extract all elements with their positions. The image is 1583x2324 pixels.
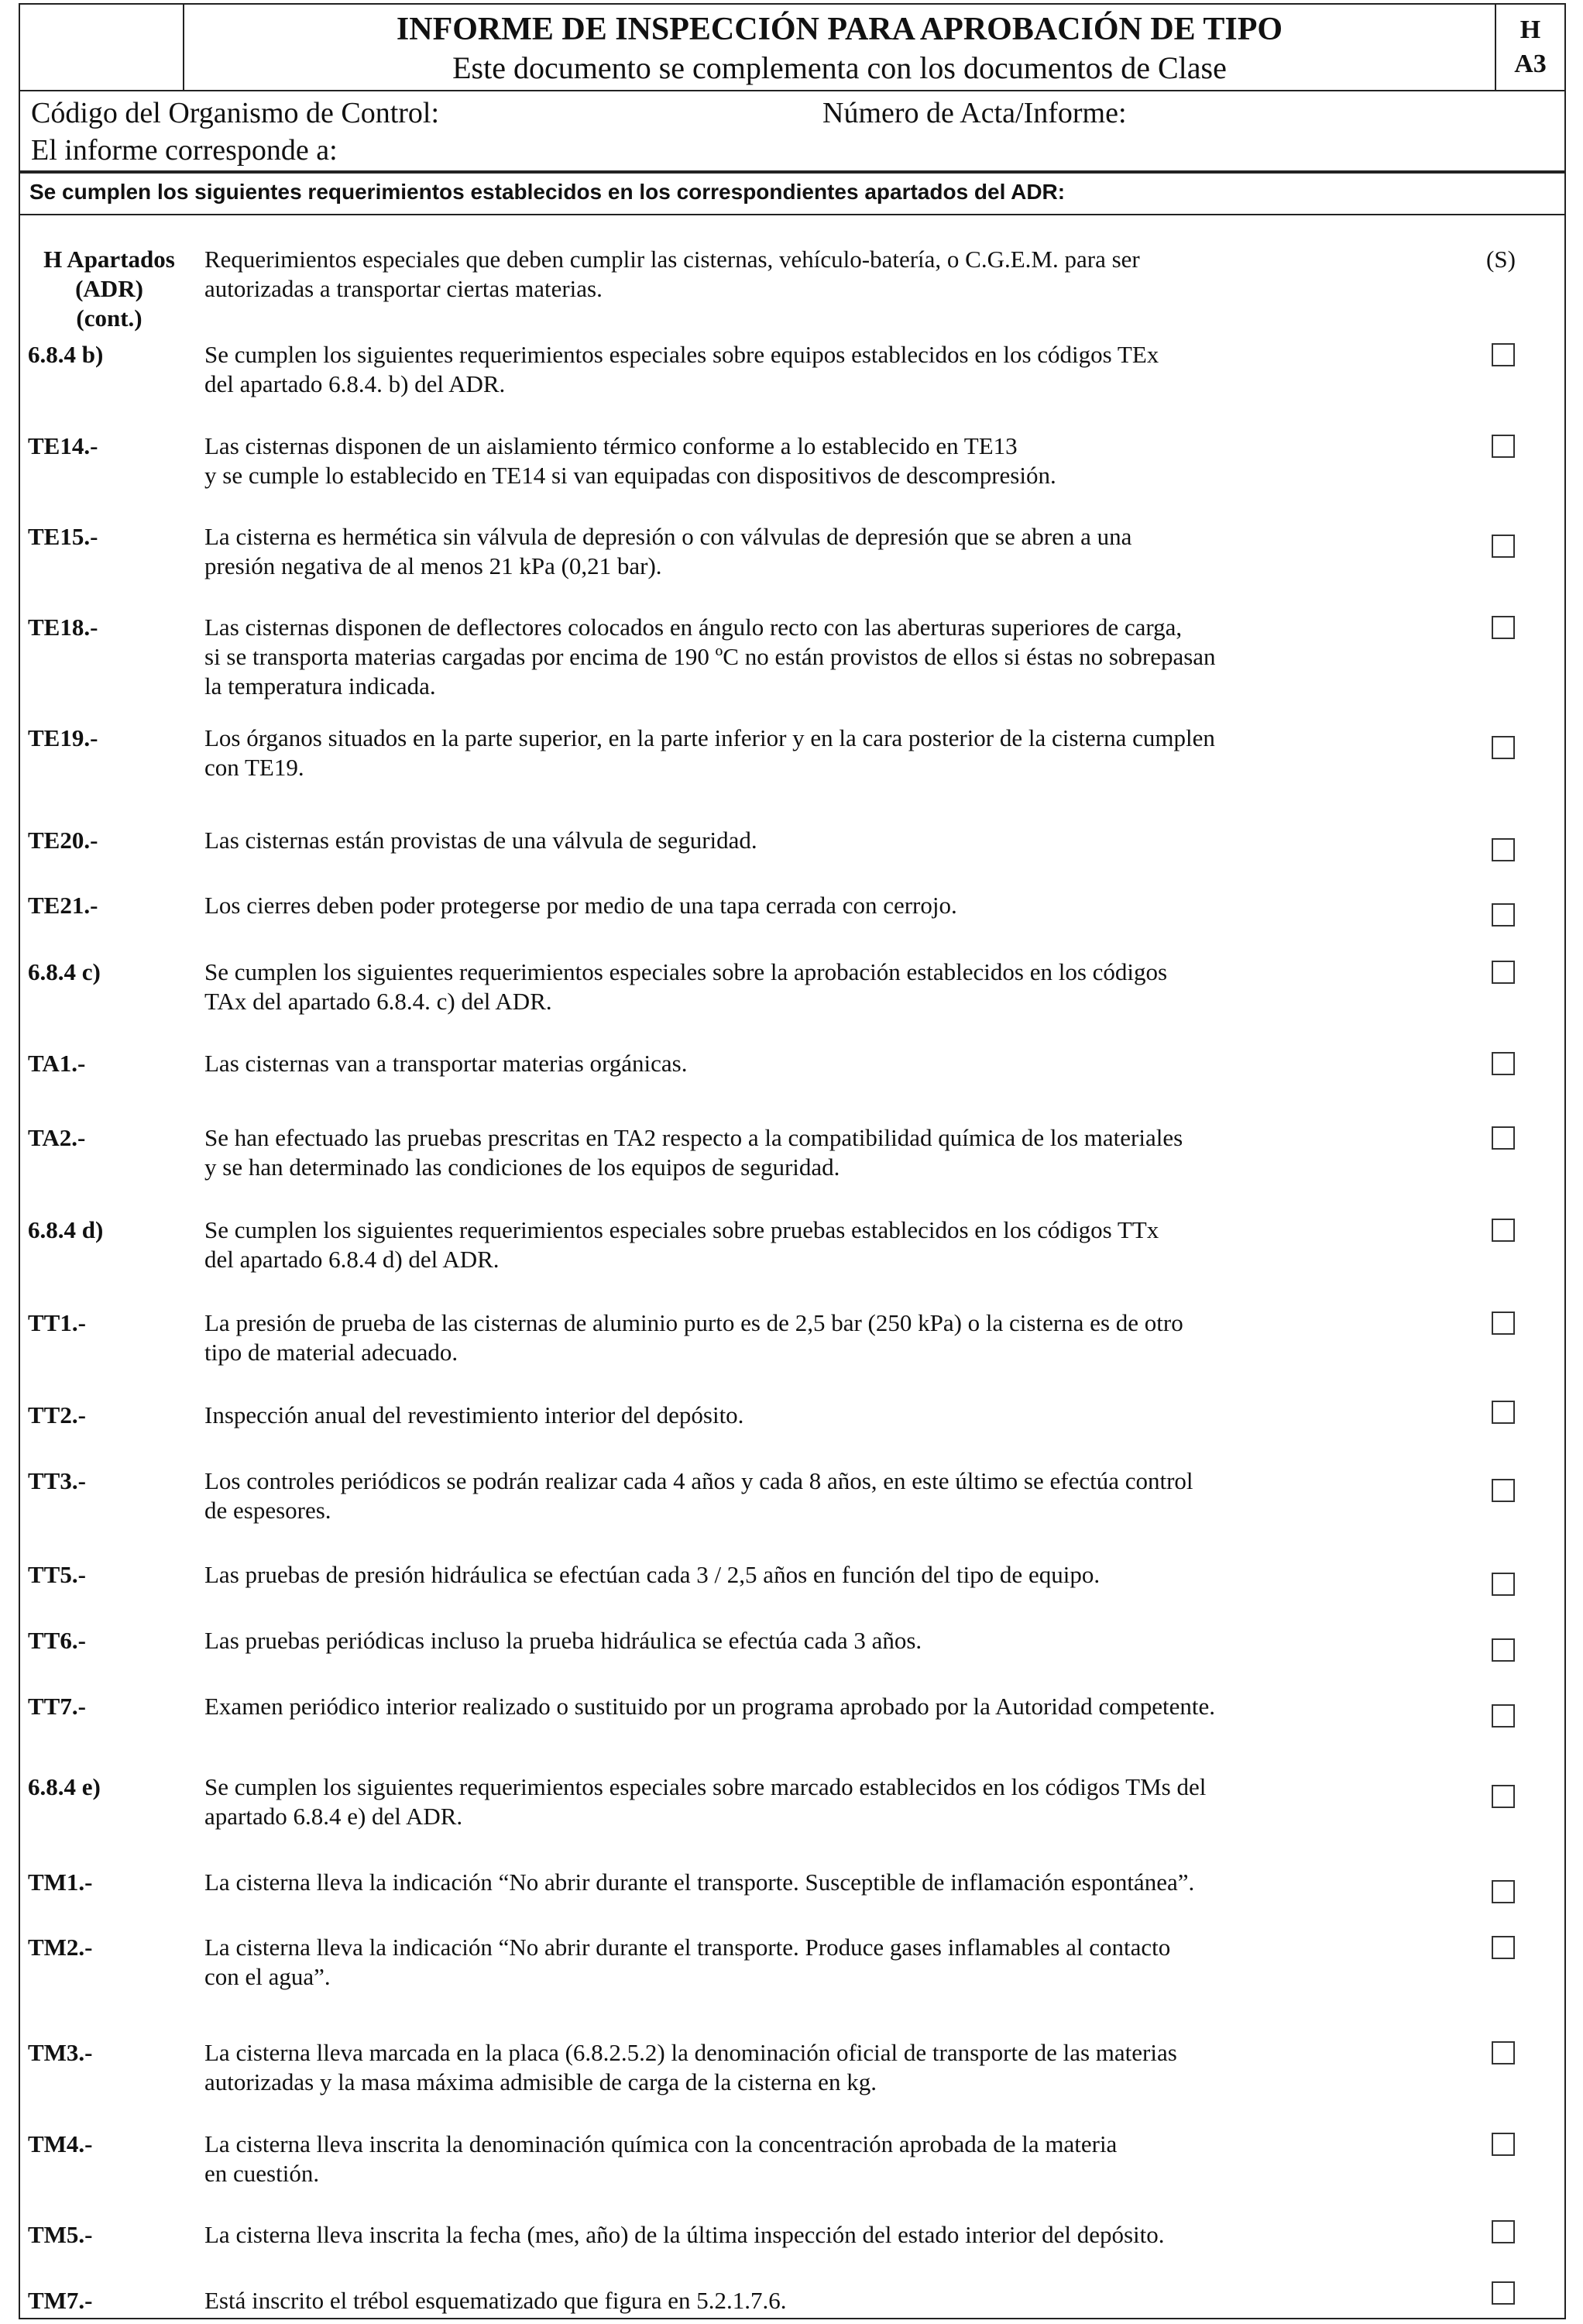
compliance-checkbox[interactable] (1492, 1880, 1515, 1903)
compliance-checkbox[interactable] (1492, 903, 1515, 927)
compliance-checkbox[interactable] (1492, 1126, 1515, 1150)
requirement-text-line: y se han determinado las condiciones de los equipos de seguridad. (204, 1153, 840, 1181)
requirement-code: TM5.- (28, 2221, 93, 2248)
section-header-code (25, 245, 194, 333)
requirement-text-line: Las cisternas disponen de un aislamiento térmico conforme a lo establecido en TE13 (204, 432, 1018, 459)
requirement-text (204, 340, 1444, 399)
compliance-checkbox[interactable] (1492, 1219, 1515, 1242)
section-header-code-line: H Apartados (43, 246, 175, 273)
requirement-text (204, 1933, 1444, 1992)
compliance-checkbox[interactable] (1492, 535, 1515, 558)
requirement-text-line: Las cisternas están provistas de una válvula de seguridad. (204, 827, 757, 854)
document-code-line1: H (1519, 15, 1541, 44)
compliance-checkbox[interactable] (1492, 2133, 1515, 2156)
requirement-text (204, 2038, 1444, 2097)
compliance-checkbox[interactable] (1492, 1785, 1515, 1808)
requirement-text (204, 724, 1444, 782)
header-title-cell (184, 5, 1495, 90)
compliance-checkbox[interactable] (1492, 2220, 1515, 2243)
report-label: El informe corresponde a: (31, 134, 338, 167)
header-blank-cell (20, 5, 184, 90)
compliance-checkbox[interactable] (1492, 1479, 1515, 1502)
document-subtitle: Este documento se complementa con los documentos de Clase (452, 50, 1227, 85)
requirement-text-line: La cisterna lleva marcada en la placa (6.8.2.5.2) la denominación oficial de transporte de las materias (204, 2039, 1177, 2066)
requirement-text-line: autorizadas y la masa máxima admisible de carga de la cisterna en kg. (204, 2068, 877, 2095)
compliance-checkbox[interactable] (1492, 736, 1515, 759)
requirement-text (204, 1692, 1444, 1721)
requirement-text (204, 1868, 1444, 1897)
document-code (1495, 5, 1564, 90)
divider (20, 214, 1564, 215)
requirement-text (204, 1626, 1444, 1655)
requirement-text-line: del apartado 6.8.4 d) del ADR. (204, 1246, 500, 1273)
document-header (19, 3, 1566, 91)
requirement-code: TM3.- (28, 2039, 93, 2066)
requirement-text (204, 522, 1444, 581)
requirement-text (204, 1049, 1444, 1078)
intro-statement: Se cumplen los siguientes requerimientos establecidos en los correspondientes apartados del ADR: (29, 180, 1066, 204)
requirement-text-line: Los órganos situados en la parte superior, en la parte inferior y en la cara posterior de la cisterna cumplen (204, 724, 1215, 751)
requirement-code: TT2.- (28, 1401, 86, 1428)
compliance-checkbox[interactable] (1492, 435, 1515, 458)
requirement-text-line: Se cumplen los siguientes requerimientos especiales sobre la aprobación establecidos en los códigos (204, 958, 1168, 985)
requirement-text-line: La cisterna lleva inscrita la fecha (mes, año) de la última inspección del estado interior del depósito. (204, 2221, 1165, 2248)
section-header-text (204, 245, 1444, 304)
compliance-checkbox[interactable] (1492, 2041, 1515, 2064)
requirement-text (204, 2220, 1444, 2250)
requirement-text-line: Las pruebas periódicas incluso la prueba hidráulica se efectúa cada 3 años. (204, 1627, 922, 1654)
compliance-checkbox[interactable] (1492, 616, 1515, 639)
requirement-text-line: Se cumplen los siguientes requerimientos especiales sobre equipos establecidos en los códigos TEx (204, 341, 1159, 368)
requirement-text (204, 1215, 1444, 1274)
requirement-text-line: Las pruebas de presión hidráulica se efectúan cada 3 / 2,5 años en función del tipo de equipo. (204, 1561, 1101, 1588)
compliance-checkbox[interactable] (1492, 2281, 1515, 2305)
requirement-code: TM2.- (28, 1934, 93, 1961)
requirement-text-line: TAx del apartado 6.8.4. c) del ADR. (204, 988, 552, 1015)
requirement-code: TE15.- (28, 523, 98, 550)
requirement-text-line: del apartado 6.8.4. b) del ADR. (204, 370, 506, 397)
requirement-text-line: La cisterna lleva la indicación “No abrir durante el transporte. Produce gases inflamables al contacto (204, 1934, 1171, 1961)
requirement-code: TA2.- (28, 1124, 86, 1151)
requirement-text-line: La cisterna es hermética sin válvula de depresión o con válvulas de depresión que se abren a una (204, 523, 1132, 550)
document-title: INFORME DE INSPECCIÓN PARA APROBACIÓN DE TIPO (396, 12, 1283, 47)
requirement-text (204, 2130, 1444, 2188)
requirement-text (204, 826, 1444, 855)
compliance-checkbox[interactable] (1492, 343, 1515, 366)
requirement-code: TA1.- (28, 1050, 86, 1077)
requirements-section (19, 172, 1566, 2319)
requirement-text-line: si se transporta materias cargadas por encima de 190 ºC no están provistos de ellos si éstas no sobrepasan (204, 643, 1216, 670)
requirement-code: 6.8.4 d) (28, 1216, 104, 1243)
requirement-text (204, 891, 1444, 920)
requirement-text-line: La presión de prueba de las cisternas de aluminio purto es de 2,5 bar (250 kPa) o la cisterna es de otro (204, 1309, 1183, 1336)
section-header-code-line: (ADR) (75, 275, 143, 302)
requirement-text-line: la temperatura indicada. (204, 672, 436, 700)
requirement-text-line: apartado 6.8.4 e) del ADR. (204, 1803, 463, 1830)
requirement-text (204, 1772, 1444, 1831)
requirement-code: 6.8.4 c) (28, 958, 101, 985)
requirement-code: TE20.- (28, 827, 98, 854)
requirement-text-line: Las cisternas disponen de deflectores colocados en ángulo recto con las aberturas superiores de carga, (204, 614, 1183, 641)
requirement-text (204, 1123, 1444, 1182)
requirement-text (204, 1560, 1444, 1590)
requirement-text (204, 1308, 1444, 1367)
requirement-text-line: Está inscrito el trébol esquematizado que figura en 5.2.1.7.6. (204, 2287, 787, 2314)
requirement-code: TE14.- (28, 432, 98, 459)
requirement-text (204, 1401, 1444, 1430)
requirement-text (204, 1466, 1444, 1525)
report-meta (19, 91, 1566, 172)
requirement-text-line: Se han efectuado las pruebas prescritas en TA2 respecto a la compatibilidad química de los materiales (204, 1124, 1183, 1151)
document-code-line2: A3 (1514, 50, 1547, 78)
requirement-text-line: y se cumple lo establecido en TE14 si van equipadas con dispositivos de descompresión. (204, 462, 1056, 489)
requirement-text-line: Los cierres deben poder protegerse por medio de una tapa cerrada con cerrojo. (204, 892, 957, 919)
requirement-text-line: en cuestión. (204, 2160, 320, 2187)
control-body-label: Código del Organismo de Control: (31, 97, 440, 129)
compliance-checkbox[interactable] (1492, 1936, 1515, 1959)
requirement-text (204, 957, 1444, 1016)
requirement-text-line: Se cumplen los siguientes requerimientos especiales sobre marcado establecidos en los códigos TMs del (204, 1773, 1207, 1800)
compliance-checkbox[interactable] (1492, 1573, 1515, 1596)
requirement-code: TT3.- (28, 1467, 86, 1494)
act-number-label: Número de Acta/Informe: (822, 97, 1127, 129)
compliance-checkbox[interactable] (1492, 1638, 1515, 1662)
compliance-checkbox[interactable] (1492, 1052, 1515, 1075)
requirement-code: TT1.- (28, 1309, 86, 1336)
requirement-text-line: Examen periódico interior realizado o sustituido por un programa aprobado por la Autoridad competente. (204, 1693, 1216, 1720)
requirement-text (204, 431, 1444, 490)
requirement-code: TT7.- (28, 1693, 86, 1720)
requirement-text (204, 613, 1444, 701)
requirement-text-line: Los controles periódicos se podrán realizar cada 4 años y cada 8 años, en este último se efectúa control (204, 1467, 1193, 1494)
requirement-text-line: Se cumplen los siguientes requerimientos especiales sobre pruebas establecidos en los códigos TTx (204, 1216, 1159, 1243)
requirement-code: TE18.- (28, 614, 98, 641)
compliance-checkbox[interactable] (1492, 838, 1515, 861)
section-header-code-line: (cont.) (76, 304, 143, 332)
requirement-code: TM4.- (28, 2130, 93, 2157)
status-column-header: (S) (1486, 246, 1516, 273)
requirement-text-line: presión negativa de al menos 21 kPa (0,21 bar). (204, 552, 662, 579)
compliance-checkbox[interactable] (1492, 1401, 1515, 1424)
requirement-text-line: tipo de material adecuado. (204, 1339, 458, 1366)
requirement-code: TE21.- (28, 892, 98, 919)
requirement-code: TM1.- (28, 1868, 93, 1896)
compliance-checkbox[interactable] (1492, 961, 1515, 984)
requirement-text-line: con TE19. (204, 754, 304, 781)
requirement-code: 6.8.4 e) (28, 1773, 101, 1800)
requirement-text-line: La cisterna lleva inscrita la denominación química con la concentración aprobada de la materia (204, 2130, 1118, 2157)
compliance-checkbox[interactable] (1492, 1704, 1515, 1728)
requirement-code: 6.8.4 b) (28, 341, 104, 368)
requirement-code: TE19.- (28, 724, 98, 751)
requirement-text (204, 2286, 1444, 2315)
compliance-checkbox[interactable] (1492, 1312, 1515, 1335)
requirement-code: TT5.- (28, 1561, 86, 1588)
requirement-code: TM7.- (28, 2287, 93, 2314)
requirement-text-line: Inspección anual del revestimiento interior del depósito. (204, 1401, 744, 1428)
section-header-text-line: Requerimientos especiales que deben cumplir las cisternas, vehículo-batería, o C.G.E.M. para ser (204, 246, 1140, 273)
section-header-text-line: autorizadas a transportar ciertas materias. (204, 275, 603, 302)
requirement-text-line: La cisterna lleva la indicación “No abrir durante el transporte. Susceptible de inflamación espontánea”. (204, 1868, 1195, 1896)
requirement-text-line: Las cisternas van a transportar materias orgánicas. (204, 1050, 688, 1077)
requirement-text-line: con el agua”. (204, 1963, 331, 1990)
requirement-code: TT6.- (28, 1627, 86, 1654)
requirement-text-line: de espesores. (204, 1497, 331, 1524)
